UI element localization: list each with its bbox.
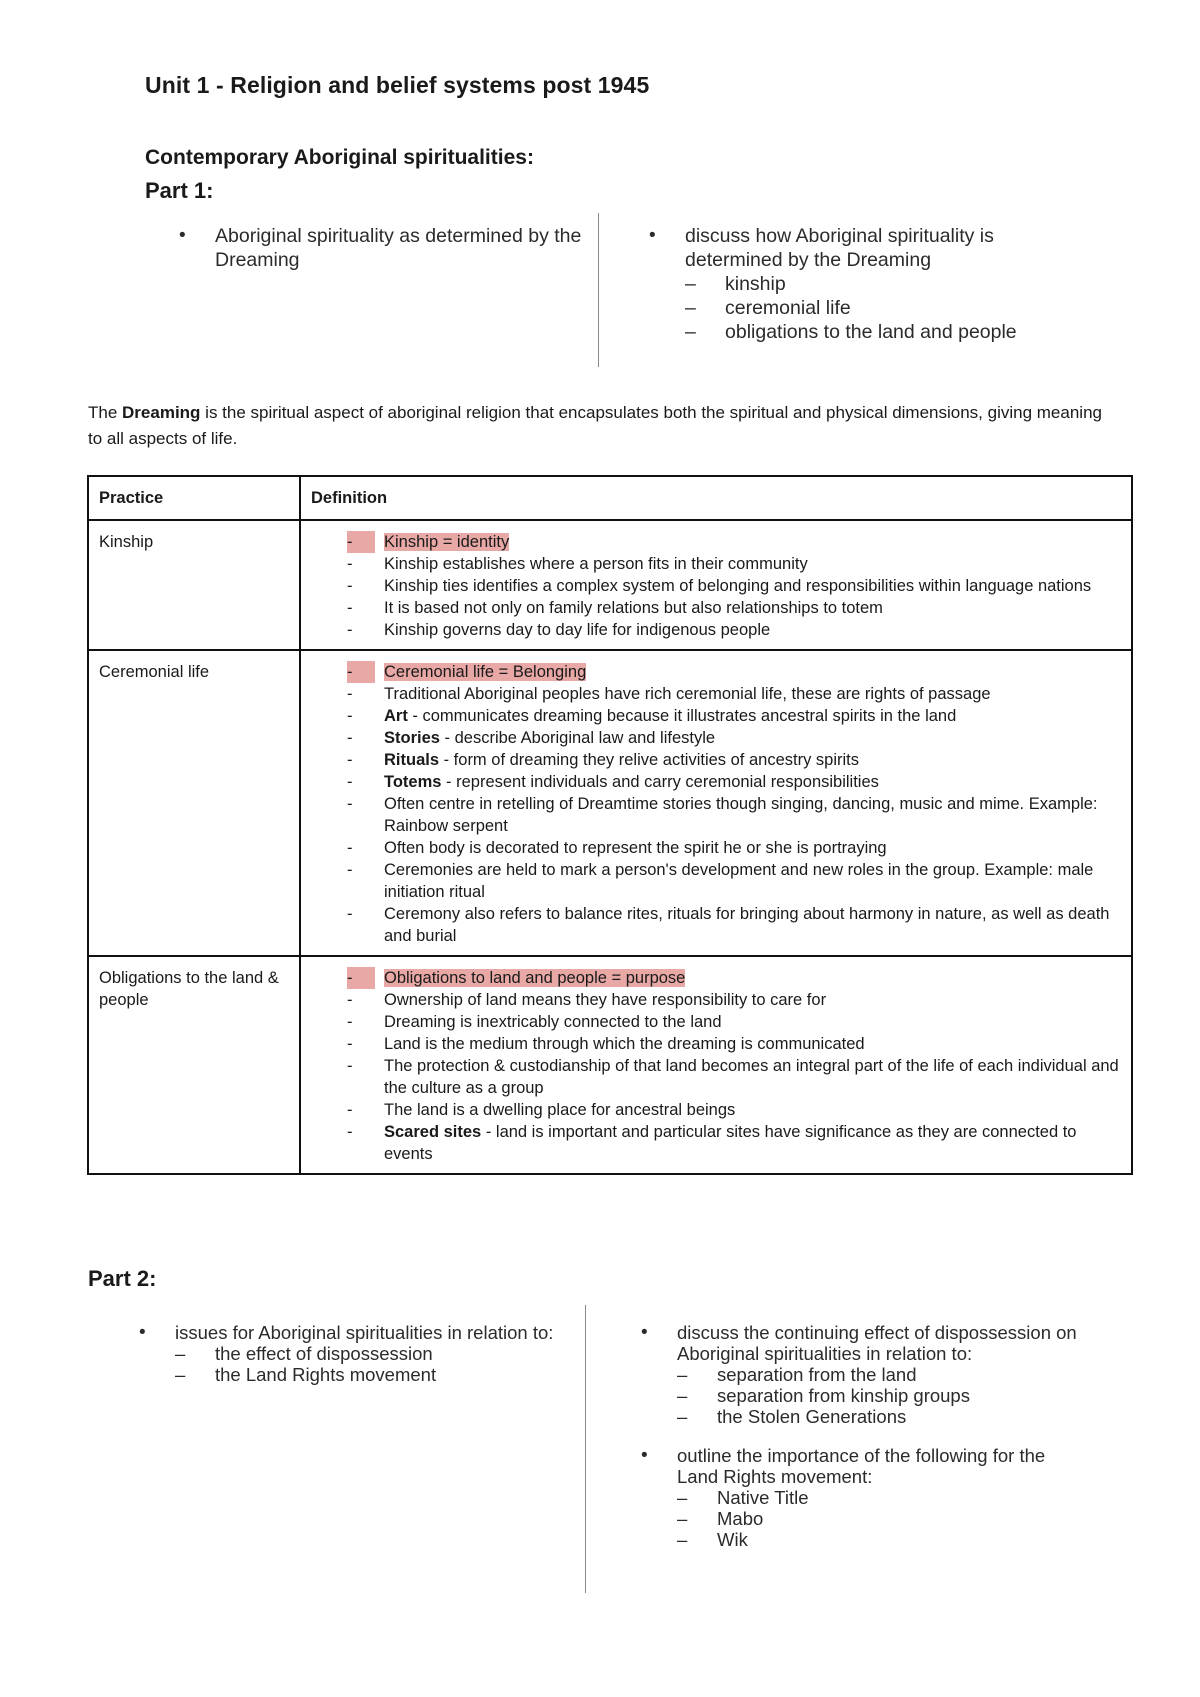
document-title: Unit 1 - Religion and belief systems post 1945 (145, 72, 650, 98)
definition-cell (300, 956, 1132, 1174)
definition-item-term: Art (384, 707, 408, 725)
practice-table (87, 475, 1133, 1175)
table-row (88, 520, 1132, 650)
definition-item (347, 771, 1121, 793)
definition-item (347, 859, 1121, 903)
dreaming-paragraph (88, 400, 1118, 452)
definition-item (347, 705, 1121, 727)
definition-item (347, 597, 1121, 619)
definition-item-text: - form of dreaming they relive activities of ancestry spirits (439, 751, 859, 769)
part2-divider (585, 1305, 586, 1593)
practice-cell: Obligations to the land & people (88, 956, 300, 1174)
definition-item-text: Land is the medium through which the dreaming is communicated (384, 1035, 865, 1053)
table-header-row (88, 476, 1132, 520)
part2-left-column (135, 1322, 555, 1385)
definition-item-text: Often centre in retelling of Dreamtime stories though singing, dancing, music and mime. Example: Rainbow serpent (384, 795, 1098, 835)
definition-item-text: The land is a dwelling place for ancestral beings (384, 1101, 736, 1119)
definition-item-text: Kinship governs day to day life for indigenous people (384, 621, 771, 639)
definition-item (347, 727, 1121, 749)
table-row (88, 956, 1132, 1174)
definition-item (347, 749, 1121, 771)
part2-right-bullet-2: • outline the importance of the following for the Land Rights movement: (637, 1445, 1077, 1487)
column-header-practice: Practice (88, 476, 300, 520)
part1-right-column (645, 224, 1085, 344)
definition-item-text: Kinship = identity (384, 533, 510, 551)
definition-item-text: - land is important and particular sites have significance as they are connected to events (384, 1123, 1077, 1163)
definition-item (347, 903, 1121, 947)
definition-cell (300, 650, 1132, 956)
definition-item-text: Dreaming is inextricably connected to the land (384, 1013, 722, 1031)
definition-item-text: Traditional Aboriginal peoples have rich ceremonial life, these are rights of passage (384, 685, 991, 703)
definition-item-term: Scared sites (384, 1123, 482, 1141)
part1-sub-item: – kinship (685, 272, 1085, 296)
part2-sub-item: – the Stolen Generations (677, 1406, 1077, 1427)
definition-item-text: Ceremonies are held to mark a person's development and new roles in the group. Example: male initiation ritual (384, 861, 1094, 901)
definition-item (347, 1121, 1121, 1165)
definition-item-text: Ceremonial life = Belonging (384, 663, 587, 681)
definition-item-text: - describe Aboriginal law and lifestyle (439, 729, 716, 747)
part2-sub-item: – Wik (677, 1529, 1077, 1550)
definition-item-highlight (347, 531, 1121, 553)
part2-sub-item: – the effect of dispossession (175, 1343, 555, 1364)
definition-list (301, 661, 1121, 947)
part2-sub-item: – separation from the land (677, 1364, 1077, 1385)
definition-item (347, 1055, 1121, 1099)
part1-sub-item: – obligations to the land and people (685, 320, 1085, 344)
definition-item-text: Ownership of land means they have responsibility to care for (384, 991, 827, 1009)
intro-pre: The (88, 403, 123, 422)
definition-item (347, 1033, 1121, 1055)
definition-item (347, 1099, 1121, 1121)
intro-post: is the spiritual aspect of aboriginal religion that encapsulates both the spiritual and physical dimensions, giving meaning to all aspects of life. (88, 403, 1102, 448)
definition-item-text: Obligations to land and people = purpose (384, 969, 686, 987)
definition-item-term: Stories (384, 729, 440, 747)
part2-sub-item: – separation from kinship groups (677, 1385, 1077, 1406)
definition-item (347, 793, 1121, 837)
definition-item-text: Kinship establishes where a person fits in their community (384, 555, 808, 573)
part1-sub-item: – ceremonial life (685, 296, 1085, 320)
definition-item-term: Totems (384, 773, 442, 791)
part2-heading: Part 2: (88, 1266, 157, 1291)
definition-item-term: Rituals (384, 751, 440, 769)
practice-cell: Ceremonial life (88, 650, 300, 956)
definition-item (347, 683, 1121, 705)
definition-item-highlight (347, 661, 1121, 683)
definition-item-text: Ceremony also refers to balance rites, rituals for bringing about harmony in nature, as well as death and burial (384, 905, 1110, 945)
spacer (637, 1427, 1077, 1445)
practice-cell: Kinship (88, 520, 300, 650)
part2-sub-item: – Native Title (677, 1487, 1077, 1508)
part2-right-bullet-1: • discuss the continuing effect of dispossession on Aboriginal spiritualities in relation to: (637, 1322, 1077, 1364)
table-row (88, 650, 1132, 956)
part1-divider (598, 213, 599, 367)
part1-right-bullet: • discuss how Aboriginal spirituality is determined by the Dreaming (645, 224, 1085, 272)
part2-left-bullet: • issues for Aboriginal spiritualities in relation to: (135, 1322, 555, 1343)
definition-list (301, 531, 1121, 641)
part1-heading: Part 1: (145, 178, 214, 203)
part1-left-column (175, 224, 595, 272)
definition-item-text: Often body is decorated to represent the spirit he or she is portraying (384, 839, 887, 857)
part2-sub-item: – Mabo (677, 1508, 1077, 1529)
definition-item (347, 989, 1121, 1011)
part2-right-column (637, 1322, 1077, 1550)
section-subtitle: Contemporary Aboriginal spiritualities: (145, 146, 534, 169)
definition-item-highlight (347, 967, 1121, 989)
definition-item (347, 837, 1121, 859)
definition-item (347, 619, 1121, 641)
definition-item-text: - communicates dreaming because it illustrates ancestral spirits in the land (407, 707, 957, 725)
definition-item-text: The protection & custodianship of that land becomes an integral part of the life of each individual and the culture as a group (384, 1057, 1119, 1097)
definition-item-text: Kinship ties identifies a complex system of belonging and responsibilities within language nations (384, 577, 1092, 595)
intro-bold-term: Dreaming (122, 403, 201, 422)
definition-item (347, 553, 1121, 575)
part2-sub-item: – the Land Rights movement (175, 1364, 555, 1385)
definition-item (347, 1011, 1121, 1033)
column-header-definition: Definition (300, 476, 1132, 520)
definition-item (347, 575, 1121, 597)
definition-cell (300, 520, 1132, 650)
definition-item-text: It is based not only on family relations but also relationships to totem (384, 599, 883, 617)
definition-item-text: - represent individuals and carry ceremonial responsibilities (441, 773, 879, 791)
definition-list (301, 967, 1121, 1165)
part1-left-bullet: • Aboriginal spirituality as determined by the Dreaming (175, 224, 595, 272)
